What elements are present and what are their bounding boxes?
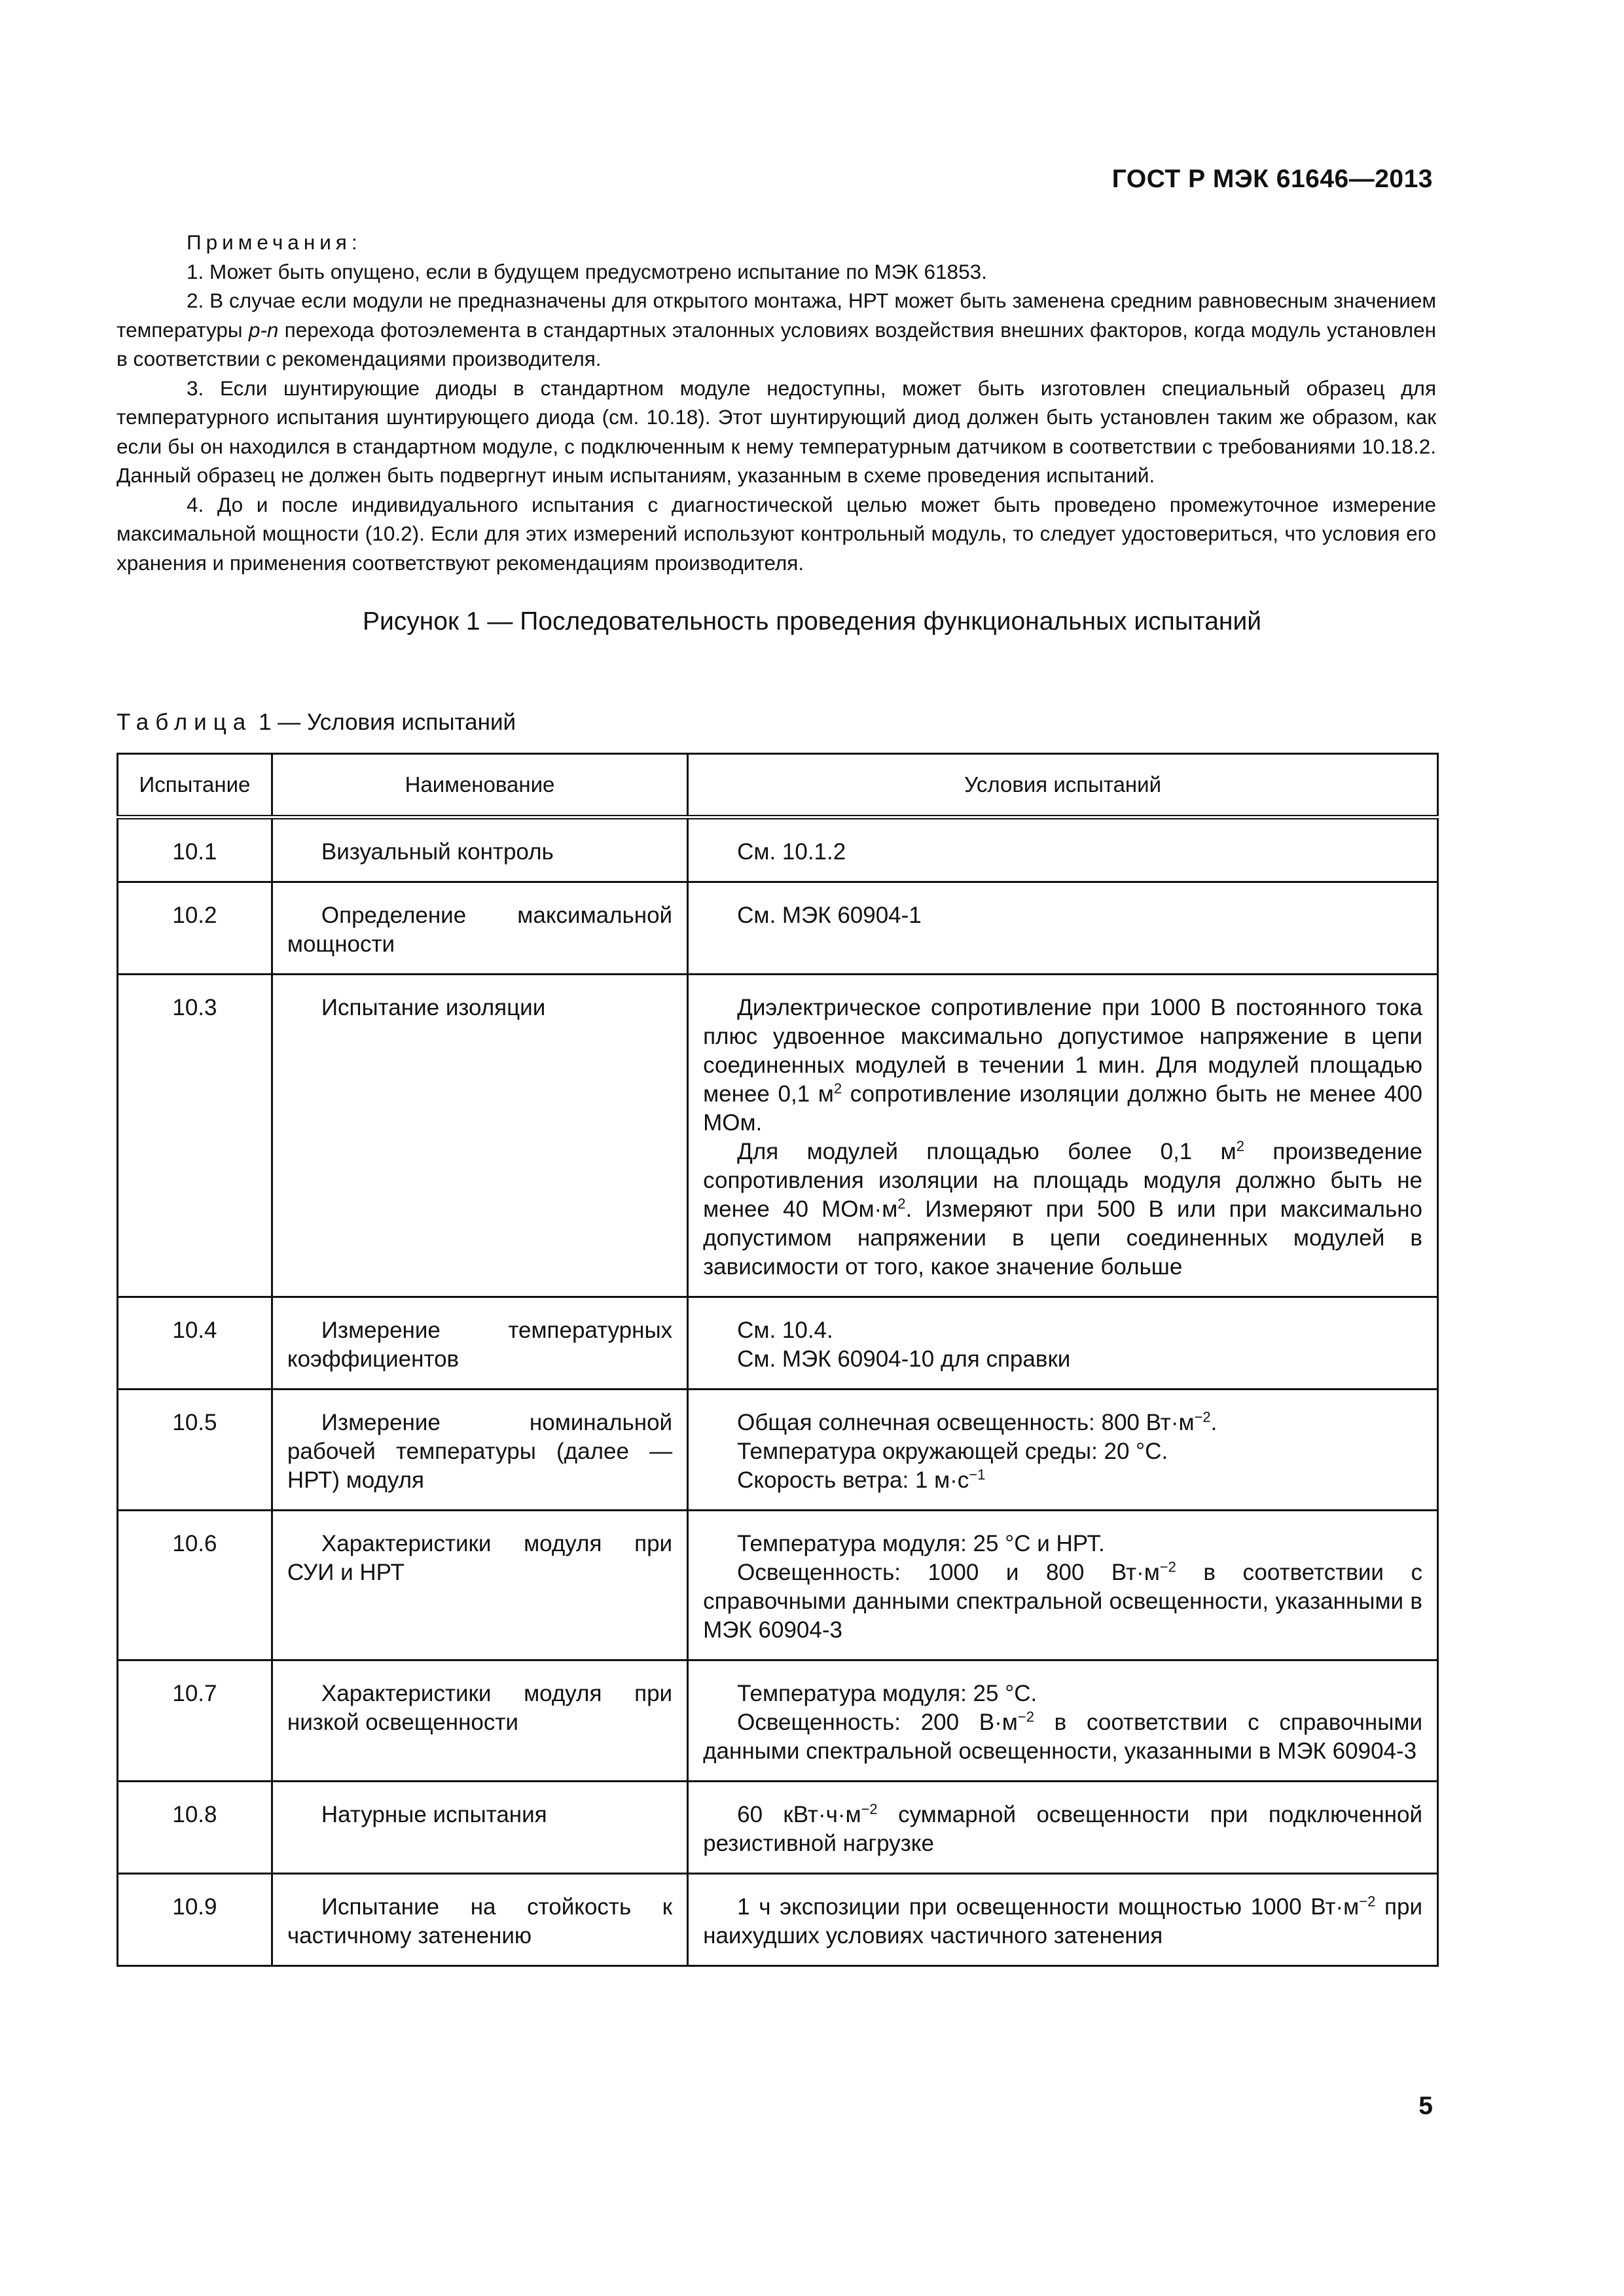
row-conditions — [688, 882, 1438, 975]
row-conditions — [688, 1660, 1438, 1782]
table-row — [118, 1874, 1438, 1966]
row-conditions-text: Температура окружающей среды: 20 °С. — [737, 1439, 1168, 1464]
cond-sup: −2 — [861, 1801, 878, 1818]
row-conditions-text: См. 10.4. — [737, 1318, 833, 1343]
cond-sup: −2 — [1159, 1558, 1176, 1575]
table-row — [118, 1511, 1438, 1660]
cond-sup: −2 — [1194, 1408, 1211, 1426]
header-name: Наименование — [272, 754, 687, 817]
test-conditions-table — [117, 753, 1439, 1967]
row-conditions — [688, 975, 1438, 1297]
row-name-text: Измерение номинальной рабочей температуры (далее — НРТ) модуля — [287, 1410, 673, 1493]
row-conditions — [688, 817, 1438, 882]
table-caption-title: 1 — Условия испытаний — [252, 709, 516, 735]
cond-sup: −1 — [969, 1466, 986, 1483]
row-name-text: Визуальный контроль — [321, 839, 554, 865]
row-conditions-text — [703, 1466, 1422, 1495]
row-conditions — [688, 1390, 1438, 1511]
note-4: 4. До и после индивидуального испытания с диагностической целью может быть проведено промежуточное измерение максимальной мощности (10.2). Если для этих измерений используют контрольный модуль, то следует удостовериться, что условия его хранения и применения соответствуют рекомендациям производителя. — [117, 492, 1436, 575]
notes-heading: Примечания: — [187, 230, 362, 254]
row-name-text: Испытание изоляции — [321, 995, 546, 1020]
row-conditions-text — [703, 1708, 1422, 1766]
note-2-italic: p-n — [248, 317, 279, 342]
cond-part: 60 кВт·ч·м — [737, 1802, 861, 1827]
row-number: 10.6 — [118, 1511, 272, 1660]
row-conditions-text: См. 10.1.2 — [737, 839, 846, 865]
cond-part: Общая солнечная освещенность: 800 Вт·м — [737, 1410, 1195, 1435]
cond-sup: −2 — [1359, 1893, 1376, 1910]
table-row — [118, 975, 1438, 1297]
row-number: 10.2 — [118, 882, 272, 975]
table-row — [118, 817, 1438, 882]
row-name-text: Натурные испытания — [321, 1802, 547, 1827]
row-number: 10.8 — [118, 1782, 272, 1874]
cond-sup: 2 — [833, 1080, 842, 1097]
note-2-part-a: 2. В случае если модули не предназначены для открытого монтажа, НРТ может быть заменена средним равновесным значением температуры — [117, 289, 1436, 342]
row-conditions-text: Температура модуля: 25 °С и НРТ. — [737, 1531, 1105, 1556]
table-caption-label: Таблица — [117, 709, 253, 735]
cond-part: Для модулей площадью более 0,1 м — [737, 1139, 1236, 1164]
row-name-text: Измерение температурных коэффициентов — [287, 1318, 673, 1372]
cond-part: сопротивление изоляции должно быть не менее 400 МОм. — [703, 1081, 1423, 1136]
row-conditions-text — [703, 994, 1422, 1138]
row-name-text: Характеристики модуля при СУИ и НРТ — [287, 1531, 673, 1585]
row-number: 10.5 — [118, 1390, 272, 1511]
row-name-text: Определение максимальной мощности — [287, 903, 673, 957]
notes-block — [117, 228, 1436, 577]
table-row — [118, 1782, 1438, 1874]
row-conditions-text: См. МЭК 60904-10 для справки — [737, 1346, 1071, 1372]
cond-part: Диэлектрическое сопротивление при 1000 В постоянного тока плюс удвоенное максимально допустимое напряжение в цепи соединенных модулей в течении 1 мин. Для модулей площадью менее 0,1 м — [703, 995, 1422, 1107]
row-conditions-text — [703, 1893, 1422, 1950]
row-name — [272, 1660, 687, 1782]
table-row — [118, 1390, 1438, 1511]
row-name — [272, 1782, 687, 1874]
cond-part: в соответствии с справочными данными спектральной освещенности, указанными в МЭК 60904-3 — [703, 1710, 1422, 1764]
page-number: 5 — [1418, 2092, 1433, 2120]
table-header-row — [118, 754, 1438, 817]
row-name — [272, 817, 687, 882]
table-row — [118, 1297, 1438, 1390]
row-name — [272, 975, 687, 1297]
cond-part: Скорость ветра: 1 м·с — [737, 1467, 969, 1493]
row-number: 10.3 — [118, 975, 272, 1297]
row-conditions-text — [703, 1408, 1422, 1437]
note-3: 3. Если шунтирующие диоды в стандартном модуле недоступны, может быть изготовлен специальный образец для температурного испытания шунтирующего диода (см. 10.18). Этот шунтирующий диод должен быть установлен таким же образом, как если бы он находился в стандартном модуле, с подключенным к нему температурным датчиком в соответствии с требованиями 10.18.2. Данный образец не должен быть подвергнут иным испытаниям, указанным в схеме проведения испытаний. — [117, 376, 1436, 487]
row-conditions-text: См. МЭК 60904-1 — [737, 903, 922, 928]
row-number: 10.7 — [118, 1660, 272, 1782]
cond-part: суммарной освещенности при подключенной резистивной нагрузке — [703, 1802, 1422, 1856]
row-name — [272, 1390, 687, 1511]
cond-part: 1 ч экспозиции при освещенности мощностью 1000 Вт·м — [737, 1894, 1360, 1920]
figure-caption: Рисунок 1 — Последовательность проведения функциональных испытаний — [362, 607, 1262, 636]
table-caption — [117, 709, 516, 736]
note-2-part-b: перехода фотоэлемента в стандартных эталонных условиях воздействия внешних факторов, когда модуль установлен в соответствии с рекомендациями производителя. — [117, 317, 1437, 370]
row-name — [272, 882, 687, 975]
note-2 — [117, 286, 1436, 374]
row-conditions-text — [703, 1558, 1422, 1645]
cond-part: . — [1210, 1410, 1218, 1435]
table-row — [118, 882, 1438, 975]
row-conditions — [688, 1874, 1438, 1966]
row-conditions-text: Температура модуля: 25 °С. — [737, 1681, 1038, 1706]
row-number: 10.9 — [118, 1874, 272, 1966]
cond-part: . Измеряют при 500 В или при максимально допустимом напряжении в цепи соединенных модулей в зависимости от того, какое значение больше — [703, 1196, 1422, 1280]
table-row — [118, 1660, 1438, 1782]
document-code: ГОСТ Р МЭК 61646—2013 — [1111, 165, 1433, 193]
cond-part: произведение сопротивления изоляции на площадь модуля должно быть не менее 40 МОм·м — [703, 1139, 1422, 1222]
cond-sup: 2 — [1236, 1138, 1244, 1155]
cond-part: Освещенность: 1000 и 800 Вт·м — [737, 1560, 1160, 1585]
row-name — [272, 1511, 687, 1660]
row-conditions-text — [703, 1801, 1422, 1858]
row-conditions — [688, 1297, 1438, 1390]
cond-part: при наихудших условиях частичного затенения — [703, 1894, 1422, 1948]
header-test: Испытание — [118, 754, 272, 817]
row-number: 10.1 — [118, 817, 272, 882]
row-name-text: Испытание на стойкость к частичному затенению — [287, 1894, 673, 1948]
row-name-text: Характеристики модуля при низкой освещенности — [287, 1681, 673, 1735]
row-number: 10.4 — [118, 1297, 272, 1390]
cond-part: Освещенность: 200 В·м — [737, 1710, 1018, 1735]
row-name — [272, 1297, 687, 1390]
cond-part: в соответствии с справочными данными спектральной освещенности, указанными в МЭК 60904-3 — [703, 1560, 1422, 1643]
cond-sup: −2 — [1017, 1708, 1034, 1725]
cond-sup: 2 — [897, 1195, 906, 1212]
row-name — [272, 1874, 687, 1966]
row-conditions-text — [703, 1138, 1422, 1282]
header-conditions: Условия испытаний — [688, 754, 1438, 817]
note-1: 1. Может быть опущено, если в будущем предусмотрено испытание по МЭК 61853. — [187, 259, 987, 283]
row-conditions — [688, 1511, 1438, 1660]
row-conditions — [688, 1782, 1438, 1874]
